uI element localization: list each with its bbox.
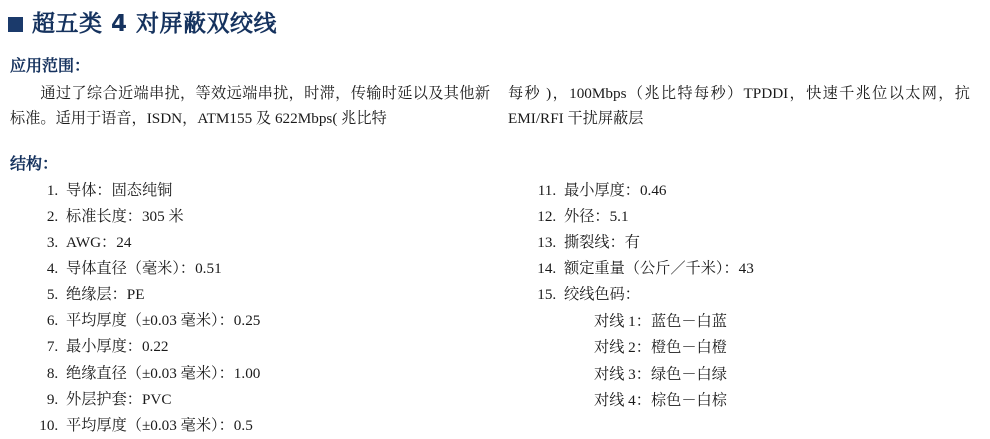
list-item [62, 230, 508, 256]
application-paragraph-left: 通过了综合近端串扰，等效远端串扰，时滞，传输时延以及其他新标准。适用于语音，ISDN，ATM155 及 622Mbps( 兆比特 [10, 85, 490, 127]
list-item [62, 204, 508, 230]
list-item [560, 282, 970, 414]
structure-column-right [508, 178, 970, 439]
color-code-line: 对线 2：橙色－白橙 [594, 339, 727, 357]
list-item [62, 282, 508, 308]
spec-item-text: 平均厚度（±0.03 毫米）：0.5 [66, 416, 253, 434]
list-item [62, 256, 508, 282]
spec-item-text: 导体直径（毫米）：0.51 [66, 259, 222, 277]
list-item [62, 334, 508, 360]
list-item [62, 178, 508, 204]
spec-item-text: 绝缘层：PE [66, 286, 145, 304]
spec-item-text: 绞线色码： [564, 286, 640, 304]
spec-item-text: 外层护套：PVC [66, 390, 172, 408]
spec-item-text: 额定重量（公斤／千米）：43 [564, 259, 754, 277]
page-title-text: 超五类 4 对屏蔽双绞线 [32, 11, 278, 37]
spec-list-right [508, 178, 970, 414]
spec-item-text: 外径：5.1 [564, 207, 629, 225]
square-bullet-icon [8, 17, 23, 32]
spec-item-text: 撕裂线：有 [564, 233, 640, 251]
spec-item-text: AWG：24 [66, 233, 132, 251]
color-code-line: 对线 4：棕色－白棕 [594, 391, 727, 409]
color-code-line: 对线 1：蓝色－白蓝 [594, 313, 727, 331]
application-column-right [508, 82, 970, 131]
spec-item-text: 最小厚度：0.22 [66, 338, 169, 356]
list-item [62, 361, 508, 387]
application-columns [0, 76, 990, 131]
list-item [62, 308, 508, 334]
list-item [560, 178, 970, 204]
section-heading-application: 应用范围： [10, 56, 91, 76]
page-title [0, 0, 990, 37]
spec-item-text: 绝缘直径（±0.03 毫米）：1.00 [66, 364, 261, 382]
list-item [560, 204, 970, 230]
spec-item-text: 标准长度：305 米 [66, 207, 184, 225]
list-item [560, 230, 970, 256]
structure-columns [0, 174, 990, 439]
section-heading-structure: 结构： [10, 153, 59, 173]
spec-item-text: 平均厚度（±0.03 毫米）：0.25 [66, 312, 261, 330]
list-item [560, 256, 970, 282]
application-paragraph-right: 每秒 )，100Mbps（兆比特每秒）TPDDI，快速千兆位以太网，抗 EMI/RFI 干扰屏蔽层 [508, 85, 970, 127]
structure-column-left [10, 178, 508, 439]
list-item [62, 387, 508, 413]
color-code-block [564, 309, 970, 414]
color-code-line: 对线 3：绿色－白绿 [594, 365, 727, 383]
list-item [62, 413, 508, 439]
spec-item-text: 最小厚度：0.46 [564, 181, 667, 199]
application-column-left [10, 82, 508, 131]
spec-list-left [10, 178, 508, 439]
spec-item-text: 导体：固态纯铜 [66, 181, 173, 199]
